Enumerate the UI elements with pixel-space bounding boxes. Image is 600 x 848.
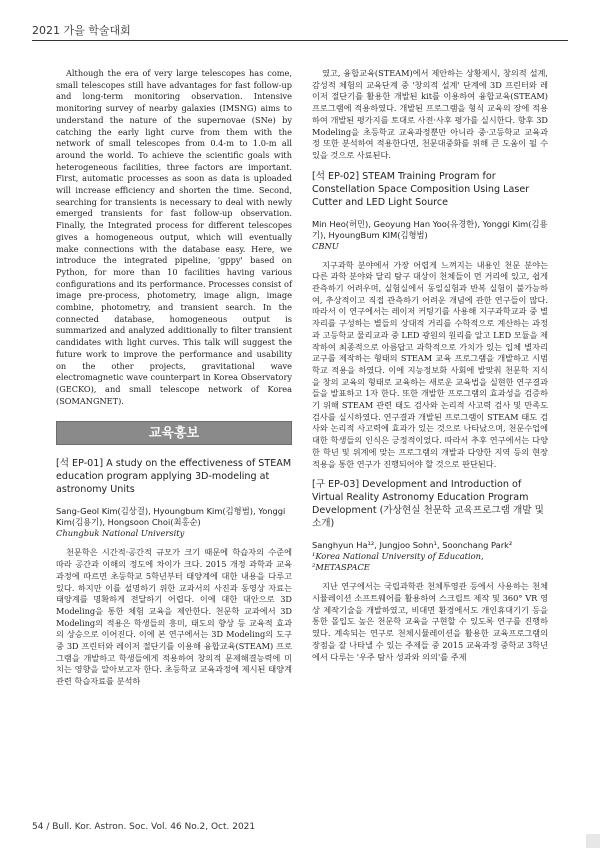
- page-footer: 54 / Bull. Kor. Astron. Soc. Vol. 46 No.2, Oct. 2021: [32, 822, 256, 832]
- left-paragraph: Although the era of very large telescopes has come, small telescopes still have advantages for fast follow-up and long-term monitoring observation. Intensive monitoring survey of nearby galaxies (IMSNG) aims to understand the nature of the supernovae (SNe) by catching the early light curve from them with the network of small telescopes from 0.4-m to 1.0-m all around the world. To achieve the scientific goals with heterogeneous facilities, three factors are important. First, automatic processes as soon as data is uploaded will increase efficiency and shorten the time. Second, searching for transients is necessary to deal with newly emerged transients for fast follow-up observation. Finally, the Integrated process for different telescopes gives a homogeneous output, which will eventually make connections with the database easy. Here, we introduce the integrated pipeline, 'gppy' based on Python, for more than 10 facilities having various configurations and its performance. Processes consist of image pre-process, photometry, image align, image combine, photometry, and transient search. In the connected database, homogeneous output is summarized and analyzed additionally to filter transient candidates with light curves. This talk will suggest the future work to improve the performance and usability on the other projects, gravitational wave electromagnetic wave counterpart in Korea Observatory (GECKO), and small telescope network of Korea (SOMANGNET).: [56, 68, 292, 406]
- ep02-body: 지구과학 분야에서 가장 어렵게 느껴지는 내용인 천문 분야는 다른 과학 분야와 달리 탐구 대상이 천체들이 먼 거리에 있고, 쉽게 관측하기 어려우며, 실험실에서 동일실험과 반복 실험이 불가능하여, 추상적이고 직접 관측하기 어려운 개념에 관한 연구들이 많다. 따라서 이 연구에서는 레이저 커팅기를 사용해 지구과학교과 중 별자리를 구성하는 별들의 상대적 거리를 수학적으로 계산하는 과정과 고등학교 물리교과 중 LED 광원의 원리를 알고 LED 모듈을 제작하여 최종적으로 아름답고 과학적으로 가치가 있는 입체 별자리 교구를 제작하는 형태의 STEAM 교육 프로그램을 개발하고 시범학교 적용을 하였다. 이에 지능정보화 사회에 발맞춰 천문학 지식을 창의 교육의 형태로 교육하는 새로운 교육법을 실현한 연구결과들을 발표하고 1자 한다. 또한 개발한 프로그램의 효과성을 검증하기 위해 STEAM 관련 태도 검사와 논리적 사고력 검사 및 만족도 검사를 실시하였다. 연구결과 개발된 프로그램이 STEAM 태도 검사와 논리적 사고력에 효과가 있는 것으로 나타났으며, 천문수업에 대한 학생들의 인식은 긍정적이었다. 따라서 추후 연구에서는 다양한 학년 및 위계에 맞는 프로그램의 개발과 다양한 지역 등의 현장 적용을 통한 연구가 진행되어야 할 것으로 판단된다.: [312, 259, 548, 469]
- ep01-affiliation: Chungbuk National University: [56, 528, 185, 539]
- ep01-body: 천문학은 시간적·공간적 규모가 크기 때문에 학습자의 수준에 따라 공간과 이해의 정도에 차이가 크다. 2015 개정 과학과 교육과정에 따르면 초등학교 5학년부터 태양계에 대한 내용을 다루고 있다. 하지만 이를 설명하기 위한 교과서의 사진과 동영상 자료는 태양계를 명확하게 전달하기 어렵다. 이에 대한 대안으로 3D Modeling을 통한 체험 교육을 제안한다. 천문학 교과에서 3D Modeling의 적용은 학생들의 흥미, 태도의 향상 등 교육적 효과의 상승으로 이어진다. 이에 본 연구에서는 3D Modeling의 도구 중 3D 프린터와 레이저 절단기를 이용해 융합교육(STEAM) 프로그램을 개발하고 학생들에게 적용하여 창의적 문제해결능력에 미치는 영향을 알아보고자 한다. 초등학교 교육과정에 제시된 태양계 관련 학습자료를 분석하: [56, 547, 292, 687]
- ep02-affiliation: CBNU: [312, 240, 339, 251]
- ep01-title: [석 EP-01] A study on the effectiveness of STEAM education program applying 3D-modeling at astronomy Units: [56, 458, 292, 496]
- ep01-continued: 였고, 융합교육(STEAM)에서 제안하는 상황제시, 창의적 설계, 감성적 체험의 교육단계 중 '창의적 설계' 단계에 3D 프린터와 레이저 절단기를 활용한 개발된 kit를 이용하여 융합교육(STEAM) 프로그램에 적용하였다. 개발된 프로그램을 형식 교육의 장에 적용하여 개발된 평가지를 토대로 사전·사후 평가를 실시한다. 향후 3D Modeling을 초등학교 교육과정뿐만 아니라 중·고등학교 교육과정 또한 분석하여 적용한다면, 천문대중화를 위해 큰 도움이 될 수 있을 것으로 사료된다.: [312, 68, 548, 160]
- left-column: [56, 68, 292, 694]
- ep03-affiliation-2: ²METASPACE: [312, 562, 370, 573]
- page-header: 2021 가을 학술대회: [32, 24, 131, 37]
- section-title-box: [56, 421, 292, 445]
- ep01-authors: Sang-Geol Kim(김상걸), Hyoungbum Kim(김형범), Yonggi Kim(김용기), Hongsoon Choi(최홍순): [56, 506, 286, 528]
- right-column: [312, 68, 548, 669]
- ep03-affiliation-1: ¹Korea National University of Education,: [312, 551, 484, 562]
- section-title: 교육홍보: [148, 425, 200, 441]
- header-rule: [32, 40, 568, 41]
- page-corner-mark: [586, 834, 600, 848]
- ep03-body: 지난 연구에서는 국립과학관 천체투영관 등에서 사용하는 천체시뮬레이션 소프트웨어를 활용하여 스크립트 제작 및 360° VR 영상 제작기술을 개발하였고, 비대면 환경에서도 개인휴대기기 등을 통한 몰입도 높은 천문학 교육을 구현할 수 있도록 연구를 진행하였다. 계속되는 연구로 천체시뮬레이션을 활용한 교육프로그램의 장점을 잘 나타낼 수 있는 주제들 중 2015 교육과정 중학교 3학년에서 다루는 '우주 탐사 성과와 의의'를 주제: [312, 581, 548, 662]
- ep03-authors: Sanghyun Ha¹², Jungjoo Sohn¹, Soonchang Park²: [312, 540, 513, 551]
- ep02-title: [석 EP-02] STEAM Training Program for Constellation Space Composition Using Laser Cutter and LED Light Source: [312, 170, 530, 208]
- ep03-title: [구 EP-03] Development and Introduction of Virtual Reality Astronomy Education Program Development (가상현실 천문학 교육프로그램 개발 및 소개): [312, 479, 544, 530]
- ep02-authors: Min Heo(허민), Geoyung Han Yoo(유경한), Yonggi Kim(김용기), HyoungBum KIM(김형범): [312, 218, 548, 240]
